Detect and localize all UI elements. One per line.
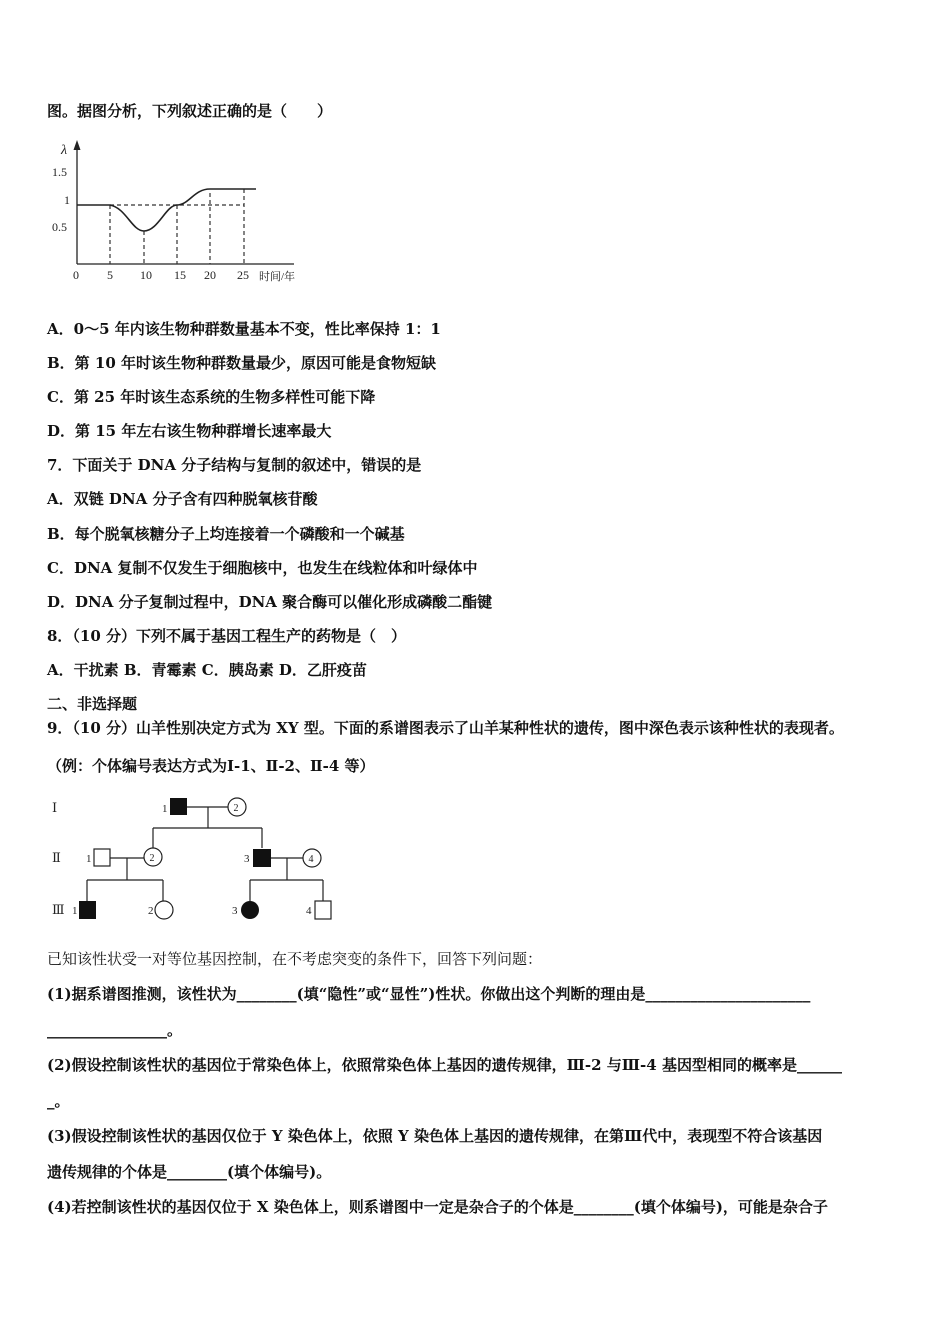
lambda-graph [44, 138, 319, 284]
q7-option-c: C．DNA 复制不仅发生于细胞核中，也发生在线粒体和叶绿体中 [47, 559, 478, 577]
individual-number: 1 [162, 803, 168, 815]
unaffected-male [315, 901, 331, 919]
individual-number: 3 [244, 853, 250, 865]
x-tick-label: 0 [73, 268, 79, 282]
x-tick-label: 15 [174, 268, 186, 282]
individual-number: 4 [308, 854, 314, 865]
individual-number: 3 [232, 905, 238, 917]
individual-number: 1 [86, 853, 92, 865]
q9-part2-cont: _。 [47, 1092, 70, 1110]
individual-number: 2 [149, 853, 155, 864]
affected-male [253, 849, 271, 867]
affected-male [170, 798, 187, 815]
q6-option-a: A．0～5 年内该生物种群数量基本不变，性比率保持 1：1 [47, 320, 441, 338]
q7-stem: 7．下面关于 DNA 分子结构与复制的叙述中，错误的是 [47, 456, 422, 474]
q6-option-c: C．第 25 年时该生态系统的生物多样性可能下降 [47, 388, 376, 406]
q7-option-b: B．每个脱氧核糖分子上均连接着一个磷酸和一个碱基 [47, 525, 405, 543]
x-tick-label: 10 [140, 268, 152, 282]
individual-number: 2 [233, 803, 239, 814]
pedigree-chart [44, 790, 344, 930]
x-tick-label: 25 [237, 268, 249, 282]
section-heading: 二、非选择题 [47, 695, 138, 713]
x-tick-label: 5 [107, 268, 113, 282]
x-axis-label: 时间/年 [259, 271, 296, 283]
q9-example: （例：个体编号表达方式为Ⅰ-1、Ⅱ-2、Ⅱ-4 等） [47, 757, 375, 775]
q6-option-b: B．第 10 年时该生物种群数量最少，原因可能是食物短缺 [47, 354, 436, 372]
y-axis-arrow [74, 140, 81, 150]
q9-intro: 已知该性状受一对等位基因控制，在不考虑突变的条件下，回答下列问题： [47, 950, 543, 968]
individual-number: 4 [306, 905, 312, 917]
q6-stem-tail: 图。据图分析，下列叙述正确的是（ ） [47, 102, 333, 120]
q9-part1-cont: ________________。 [47, 1021, 183, 1039]
q9-part3: (3)假设控制该性状的基因仅位于 Y 染色体上，依照 Y 染色体上基因的遗传规律，在第Ⅲ代中，表现型不符合该基因 [47, 1127, 823, 1145]
q9-part2: (2)假设控制该性状的基因位于常染色体上，依照常染色体上基因的遗传规律，Ⅲ-2 与Ⅲ-4 基因型相同的概率是______ [47, 1056, 842, 1074]
q7-option-a: A．双链 DNA 分子含有四种脱氧核苷酸 [47, 490, 318, 508]
individual-number: 1 [72, 905, 78, 917]
generation-label: Ⅲ [52, 902, 65, 917]
q6-option-d: D．第 15 年左右该生物种群增长速率最大 [47, 422, 332, 440]
q8-options: A．干扰素 B．青霉素 C．胰岛素 D．乙肝疫苗 [47, 661, 367, 679]
unaffected-female [155, 901, 173, 919]
y-tick-label: 0.5 [52, 220, 67, 234]
q9-part3-cont: 遗传规律的个体是________(填个体编号)。 [47, 1163, 332, 1181]
generation-label: Ⅱ [52, 850, 61, 865]
q7-option-d: D．DNA 分子复制过程中，DNA 聚合酶可以催化形成磷酸二酯键 [47, 593, 493, 611]
generation-label: Ⅰ [52, 800, 58, 815]
affected-male [79, 901, 96, 919]
affected-female [241, 901, 259, 919]
q8-stem: 8．（10 分）下列不属于基因工程生产的药物是（ ） [47, 627, 407, 645]
q9-stem: 9．（10 分）山羊性别决定方式为 XY 型。下面的系谱图表示了山羊某种性状的遗传，图中深色表示该种性状的表现者。 [47, 719, 844, 737]
x-tick-label: 20 [204, 268, 216, 282]
y-tick-label: 1.5 [52, 165, 67, 179]
y-tick-label: 1 [64, 193, 70, 207]
individual-number: 2 [148, 905, 154, 917]
unaffected-male [94, 849, 110, 866]
q9-part1: (1)据系谱图推测，该性状为________(填“隐性”或“显性”)性状。你做出这个判断的理由是______________________ [47, 985, 811, 1003]
q9-part4: (4)若控制该性状的基因仅位于 X 染色体上，则系谱图中一定是杂合子的个体是________(填个体编号)，可能是杂合子 [47, 1198, 828, 1216]
lambda-curve [77, 189, 256, 231]
y-axis-symbol: λ [61, 143, 68, 158]
